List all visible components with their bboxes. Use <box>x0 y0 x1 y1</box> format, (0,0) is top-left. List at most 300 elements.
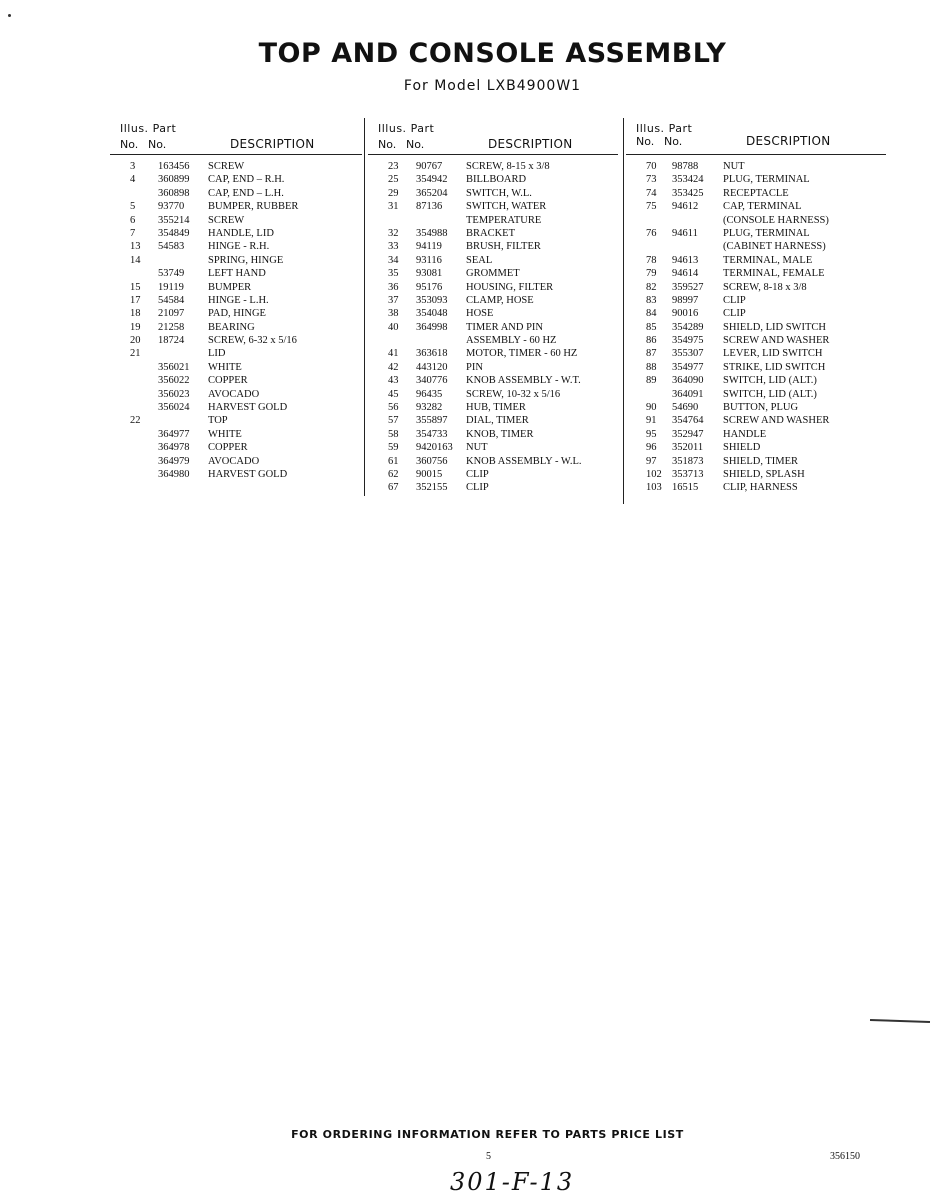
part-description: SWITCH, LID (ALT.) <box>723 388 817 400</box>
part-number: 354764 <box>672 415 704 427</box>
part-description: PIN <box>466 361 483 373</box>
part-number: 365204 <box>416 187 448 199</box>
illus-number: 14 <box>130 254 141 266</box>
part-number: 353713 <box>672 468 704 480</box>
illus-number: 67 <box>388 482 399 494</box>
parts-row <box>368 240 618 253</box>
part-description: WHITE <box>208 361 242 373</box>
part-description: HUB, TIMER <box>466 402 526 414</box>
part-number: 94119 <box>416 241 442 253</box>
illus-number: 103 <box>646 482 662 494</box>
parts-row <box>626 374 886 387</box>
part-description: SWITCH, WATER <box>466 201 547 213</box>
page-number: 5 <box>486 1151 491 1162</box>
header-no: No. <box>636 135 655 148</box>
part-description: TOP <box>208 415 228 427</box>
part-description: HINGE - R.H. <box>208 241 270 253</box>
illus-number: 40 <box>388 321 399 333</box>
part-number: 354289 <box>672 321 704 333</box>
parts-row <box>368 347 618 360</box>
part-description: CAP, END – L.H. <box>208 187 284 199</box>
illus-number: 18 <box>130 308 141 320</box>
document-number: 356150 <box>830 1151 860 1162</box>
illus-number: 36 <box>388 281 399 293</box>
part-description: CLIP <box>723 294 746 306</box>
illus-number: 7 <box>130 227 136 239</box>
ordering-note: FOR ORDERING INFORMATION REFER TO PARTS PRICE LIST <box>291 1128 684 1141</box>
header-illus-part <box>120 122 176 135</box>
part-number: 364977 <box>158 428 190 440</box>
part-number: 87136 <box>416 201 443 213</box>
parts-row <box>626 307 886 320</box>
parts-row <box>368 254 618 267</box>
parts-row <box>368 267 618 280</box>
part-description: SPRING, HINGE <box>208 254 284 266</box>
part-number: 352011 <box>672 442 704 454</box>
parts-row <box>110 455 362 468</box>
illus-number: 57 <box>388 415 399 427</box>
part-number: 98788 <box>672 161 699 172</box>
illus-number: 4 <box>130 174 136 186</box>
part-number: 360899 <box>158 174 190 186</box>
part-description: CLAMP, HOSE <box>466 294 534 306</box>
parts-column-3 <box>626 118 886 495</box>
part-description: BRACKET <box>466 227 516 239</box>
illus-number: 43 <box>388 375 399 387</box>
part-number: 94612 <box>672 201 699 213</box>
header-part-no: No. <box>406 138 425 151</box>
part-number: 54584 <box>158 294 185 306</box>
column-divider <box>623 118 624 504</box>
parts-row <box>110 281 362 294</box>
illus-number: 29 <box>388 187 399 199</box>
part-description: SHIELD, TIMER <box>723 455 799 467</box>
part-description: HANDLE <box>723 428 767 440</box>
illus-number: 82 <box>646 281 657 293</box>
parts-row <box>368 481 618 494</box>
illus-number: 62 <box>388 468 399 480</box>
part-number: 93081 <box>416 268 443 280</box>
illus-number: 32 <box>388 227 399 239</box>
part-description: (CONSOLE HARNESS) <box>723 214 829 226</box>
part-number: 90767 <box>416 161 443 172</box>
parts-row <box>626 481 886 494</box>
part-description: KNOB ASSEMBLY - W.T. <box>466 375 581 387</box>
parts-row <box>626 388 886 401</box>
part-number: 355897 <box>416 415 448 427</box>
part-number: 53749 <box>158 268 185 280</box>
part-description: MOTOR, TIMER - 60 HZ <box>466 348 578 360</box>
column-header <box>626 118 886 155</box>
part-description: AVOCADO <box>208 455 260 467</box>
part-description: WHITE <box>208 428 242 440</box>
header-part-no: No. <box>664 135 683 148</box>
parts-row <box>626 455 886 468</box>
part-description: BUTTON, PLUG <box>723 402 799 414</box>
parts-row <box>368 361 618 374</box>
illus-number: 79 <box>646 268 657 280</box>
parts-row <box>626 334 886 347</box>
parts-row <box>110 441 362 454</box>
part-number: 94613 <box>672 254 699 266</box>
part-number: 356022 <box>158 375 190 387</box>
header-part: Part <box>410 122 435 135</box>
illus-number: 13 <box>130 241 141 253</box>
part-number: 95176 <box>416 281 443 293</box>
parts-row <box>626 441 886 454</box>
parts-row <box>110 160 362 173</box>
part-number: 354849 <box>158 227 190 239</box>
part-description: LEFT HAND <box>208 268 266 280</box>
parts-row <box>110 334 362 347</box>
handwritten-reference: 301-F-13 <box>450 1168 575 1196</box>
part-number: 443120 <box>416 361 448 373</box>
part-description: (CABINET HARNESS) <box>723 241 826 253</box>
illus-number: 25 <box>388 174 399 186</box>
part-description: LID <box>208 348 226 360</box>
part-number: 352947 <box>672 428 704 440</box>
parts-row <box>368 187 618 200</box>
part-description: KNOB ASSEMBLY - W.L. <box>466 455 582 467</box>
parts-row <box>626 321 886 334</box>
illus-number: 19 <box>130 321 141 333</box>
header-description: DESCRIPTION <box>488 137 573 151</box>
parts-row <box>368 334 618 347</box>
part-number: 364980 <box>158 468 190 480</box>
part-description: ASSEMBLY - 60 HZ <box>466 335 557 347</box>
part-description: DIAL, TIMER <box>466 415 529 427</box>
part-number: 93282 <box>416 402 443 414</box>
part-number: 351873 <box>672 455 704 467</box>
part-description: SCREW, 8-15 x 3/8 <box>466 161 550 172</box>
parts-row <box>368 414 618 427</box>
parts-row <box>626 187 886 200</box>
parts-row <box>110 428 362 441</box>
part-description: CAP, END – R.H. <box>208 174 285 186</box>
column-header <box>110 118 362 155</box>
part-number: 93116 <box>416 254 442 266</box>
part-number: 54583 <box>158 241 185 253</box>
stray-mark <box>8 14 11 17</box>
part-number: 21258 <box>158 321 185 333</box>
part-number: 363618 <box>416 348 448 360</box>
part-description: SCREW, 8-18 x 3/8 <box>723 281 807 293</box>
parts-row <box>110 200 362 213</box>
parts-row <box>626 214 886 227</box>
part-number: 18724 <box>158 335 185 347</box>
part-number: 21097 <box>158 308 185 320</box>
illus-number: 35 <box>388 268 399 280</box>
illus-number: 15 <box>130 281 141 293</box>
illus-number: 78 <box>646 254 657 266</box>
illus-number: 17 <box>130 294 141 306</box>
part-description: HOSE <box>466 308 494 320</box>
parts-row <box>626 294 886 307</box>
header-illus-part <box>636 122 692 135</box>
part-number: 90015 <box>416 468 443 480</box>
margin-mark <box>870 1019 930 1023</box>
parts-row <box>368 455 618 468</box>
parts-list <box>110 155 362 481</box>
column-header <box>368 118 618 155</box>
illus-number: 5 <box>130 201 136 213</box>
part-number: 356023 <box>158 388 190 400</box>
part-description: PLUG, TERMINAL <box>723 174 810 186</box>
parts-row <box>626 414 886 427</box>
part-number: 360756 <box>416 455 448 467</box>
illus-number: 87 <box>646 348 657 360</box>
part-number: 16515 <box>672 482 699 494</box>
parts-row <box>110 414 362 427</box>
part-description: RECEPTACLE <box>723 187 789 199</box>
part-number: 98997 <box>672 294 699 306</box>
parts-row <box>626 281 886 294</box>
part-description: SCREW <box>208 161 245 172</box>
column-divider <box>364 118 365 496</box>
illus-number: 23 <box>388 161 399 172</box>
part-number: 163456 <box>158 161 190 172</box>
parts-row <box>368 307 618 320</box>
part-number: 355214 <box>158 214 190 226</box>
part-description: SHIELD, LID SWITCH <box>723 321 826 333</box>
part-description: BUMPER, RUBBER <box>208 201 299 213</box>
part-description: CAP, TERMINAL <box>723 201 802 213</box>
parts-row <box>626 240 886 253</box>
parts-row <box>626 200 886 213</box>
parts-row <box>368 200 618 213</box>
part-description: KNOB, TIMER <box>466 428 534 440</box>
part-description: BUMPER <box>208 281 252 293</box>
illus-number: 61 <box>388 455 399 467</box>
illus-number: 102 <box>646 468 662 480</box>
illus-number: 88 <box>646 361 657 373</box>
part-description: TERMINAL, FEMALE <box>723 268 825 280</box>
parts-row <box>626 468 886 481</box>
header-no: No. <box>120 138 139 151</box>
illus-number: 75 <box>646 201 657 213</box>
part-number: 364090 <box>672 375 704 387</box>
part-description: NUT <box>466 442 488 454</box>
header-description: DESCRIPTION <box>230 137 315 151</box>
part-description: GROMMET <box>466 268 520 280</box>
part-number: 364979 <box>158 455 190 467</box>
illus-number: 84 <box>646 308 657 320</box>
part-description: SCREW AND WASHER <box>723 335 830 347</box>
part-description: AVOCADO <box>208 388 260 400</box>
parts-row <box>626 227 886 240</box>
part-description: COPPER <box>208 375 248 387</box>
parts-row <box>368 227 618 240</box>
part-number: 90016 <box>672 308 699 320</box>
part-description: PLUG, TERMINAL <box>723 227 810 239</box>
part-description: SCREW, 6-32 x 5/16 <box>208 335 297 347</box>
parts-row <box>110 254 362 267</box>
parts-row <box>110 347 362 360</box>
part-description: SHIELD, SPLASH <box>723 468 805 480</box>
illus-number: 38 <box>388 308 399 320</box>
parts-row <box>368 173 618 186</box>
part-description: CLIP <box>466 468 489 480</box>
illus-number: 59 <box>388 442 399 454</box>
header-illus: Illus. <box>636 122 665 135</box>
part-number: 355307 <box>672 348 704 360</box>
part-description: HINGE - L.H. <box>208 294 269 306</box>
header-part-no: No. <box>148 138 167 151</box>
part-number: 354942 <box>416 174 448 186</box>
illus-number: 97 <box>646 455 657 467</box>
part-description: HOUSING, FILTER <box>466 281 554 293</box>
parts-row <box>368 468 618 481</box>
header-part: Part <box>152 122 177 135</box>
illus-number: 21 <box>130 348 141 360</box>
parts-row <box>368 374 618 387</box>
parts-row <box>368 401 618 414</box>
part-number: 356021 <box>158 361 190 373</box>
part-description: PAD, HINGE <box>208 308 266 320</box>
part-number: 364978 <box>158 442 190 454</box>
model-subtitle: For Model LXB4900W1 <box>403 78 582 94</box>
illus-number: 41 <box>388 348 399 360</box>
part-number: 353425 <box>672 187 704 199</box>
part-number: 356024 <box>158 402 190 414</box>
parts-row <box>110 294 362 307</box>
parts-row <box>368 428 618 441</box>
illus-number: 85 <box>646 321 657 333</box>
part-number: 354048 <box>416 308 448 320</box>
parts-row <box>626 428 886 441</box>
parts-row <box>368 294 618 307</box>
part-number: 352155 <box>416 482 448 494</box>
part-description: CLIP, HARNESS <box>723 482 798 494</box>
illus-number: 34 <box>388 254 399 266</box>
part-number: 9420163 <box>416 442 453 454</box>
parts-row <box>368 281 618 294</box>
part-description: TIMER AND PIN <box>466 321 544 333</box>
parts-row <box>626 361 886 374</box>
parts-row <box>626 267 886 280</box>
illus-number: 96 <box>646 442 657 454</box>
parts-row <box>110 374 362 387</box>
part-number: 360898 <box>158 187 190 199</box>
parts-row <box>368 441 618 454</box>
parts-row <box>626 401 886 414</box>
part-number: 354733 <box>416 428 448 440</box>
illus-number: 22 <box>130 415 141 427</box>
part-number: 364998 <box>416 321 448 333</box>
illus-number: 95 <box>646 428 657 440</box>
illus-number: 90 <box>646 402 657 414</box>
illus-number: 86 <box>646 335 657 347</box>
parts-row <box>110 240 362 253</box>
illus-number: 37 <box>388 294 399 306</box>
part-number: 19119 <box>158 281 184 293</box>
header-no: No. <box>378 138 397 151</box>
part-number: 353424 <box>672 174 704 186</box>
illus-number: 42 <box>388 361 399 373</box>
part-description: TERMINAL, MALE <box>723 254 813 266</box>
illus-number: 31 <box>388 201 399 213</box>
illus-number: 91 <box>646 415 657 427</box>
part-description: HARVEST GOLD <box>208 468 288 480</box>
illus-number: 76 <box>646 227 657 239</box>
parts-row <box>110 388 362 401</box>
parts-row <box>626 173 886 186</box>
part-description: SCREW <box>208 214 245 226</box>
parts-list <box>368 155 618 495</box>
part-number: 96435 <box>416 388 443 400</box>
part-description: NUT <box>723 161 745 172</box>
part-description: SCREW, 10-32 x 5/16 <box>466 388 561 400</box>
part-description: SHIELD <box>723 442 761 454</box>
parts-row <box>110 214 362 227</box>
part-description: BILLBOARD <box>466 174 527 186</box>
parts-row <box>110 187 362 200</box>
part-number: 93770 <box>158 201 185 213</box>
page-title: TOP AND CONSOLE ASSEMBLY <box>258 38 727 69</box>
part-number: 94614 <box>672 268 699 280</box>
part-description: BRUSH, FILTER <box>466 241 541 253</box>
illus-number: 58 <box>388 428 399 440</box>
header-part: Part <box>668 122 693 135</box>
illus-number: 20 <box>130 335 141 347</box>
header-illus-part <box>378 122 434 135</box>
part-number: 353093 <box>416 294 448 306</box>
part-description: HANDLE, LID <box>208 227 274 239</box>
part-description: SWITCH, W.L. <box>466 187 532 199</box>
illus-number: 73 <box>646 174 657 186</box>
part-description: SEAL <box>466 254 493 266</box>
parts-row <box>368 388 618 401</box>
illus-number: 70 <box>646 161 657 172</box>
header-illus: Illus. <box>378 122 407 135</box>
part-number: 94611 <box>672 227 698 239</box>
part-description: BEARING <box>208 321 255 333</box>
parts-row <box>110 401 362 414</box>
parts-row <box>110 227 362 240</box>
part-description: CLIP <box>466 482 489 494</box>
parts-row <box>626 254 886 267</box>
illus-number: 74 <box>646 187 657 199</box>
parts-row <box>368 160 618 173</box>
parts-row <box>110 173 362 186</box>
part-description: CLIP <box>723 308 746 320</box>
part-description: STRIKE, LID SWITCH <box>723 361 826 373</box>
parts-column-2 <box>368 118 618 495</box>
parts-column-1 <box>110 118 362 481</box>
part-number: 354975 <box>672 335 704 347</box>
part-description: HARVEST GOLD <box>208 402 288 414</box>
parts-row <box>368 214 618 227</box>
header-illus: Illus. <box>120 122 149 135</box>
parts-row <box>110 321 362 334</box>
illus-number: 45 <box>388 388 399 400</box>
parts-row <box>110 468 362 481</box>
parts-row <box>368 321 618 334</box>
part-description: TEMPERATURE <box>466 214 542 226</box>
part-number: 54690 <box>672 402 699 414</box>
part-description: SWITCH, LID (ALT.) <box>723 375 817 387</box>
illus-number: 56 <box>388 402 399 414</box>
parts-row <box>626 160 886 173</box>
part-number: 340776 <box>416 375 448 387</box>
part-description: LEVER, LID SWITCH <box>723 348 823 360</box>
part-number: 359527 <box>672 281 704 293</box>
part-number: 364091 <box>672 388 704 400</box>
parts-row <box>110 267 362 280</box>
illus-number: 83 <box>646 294 657 306</box>
part-number: 354977 <box>672 361 704 373</box>
illus-number: 89 <box>646 375 657 387</box>
